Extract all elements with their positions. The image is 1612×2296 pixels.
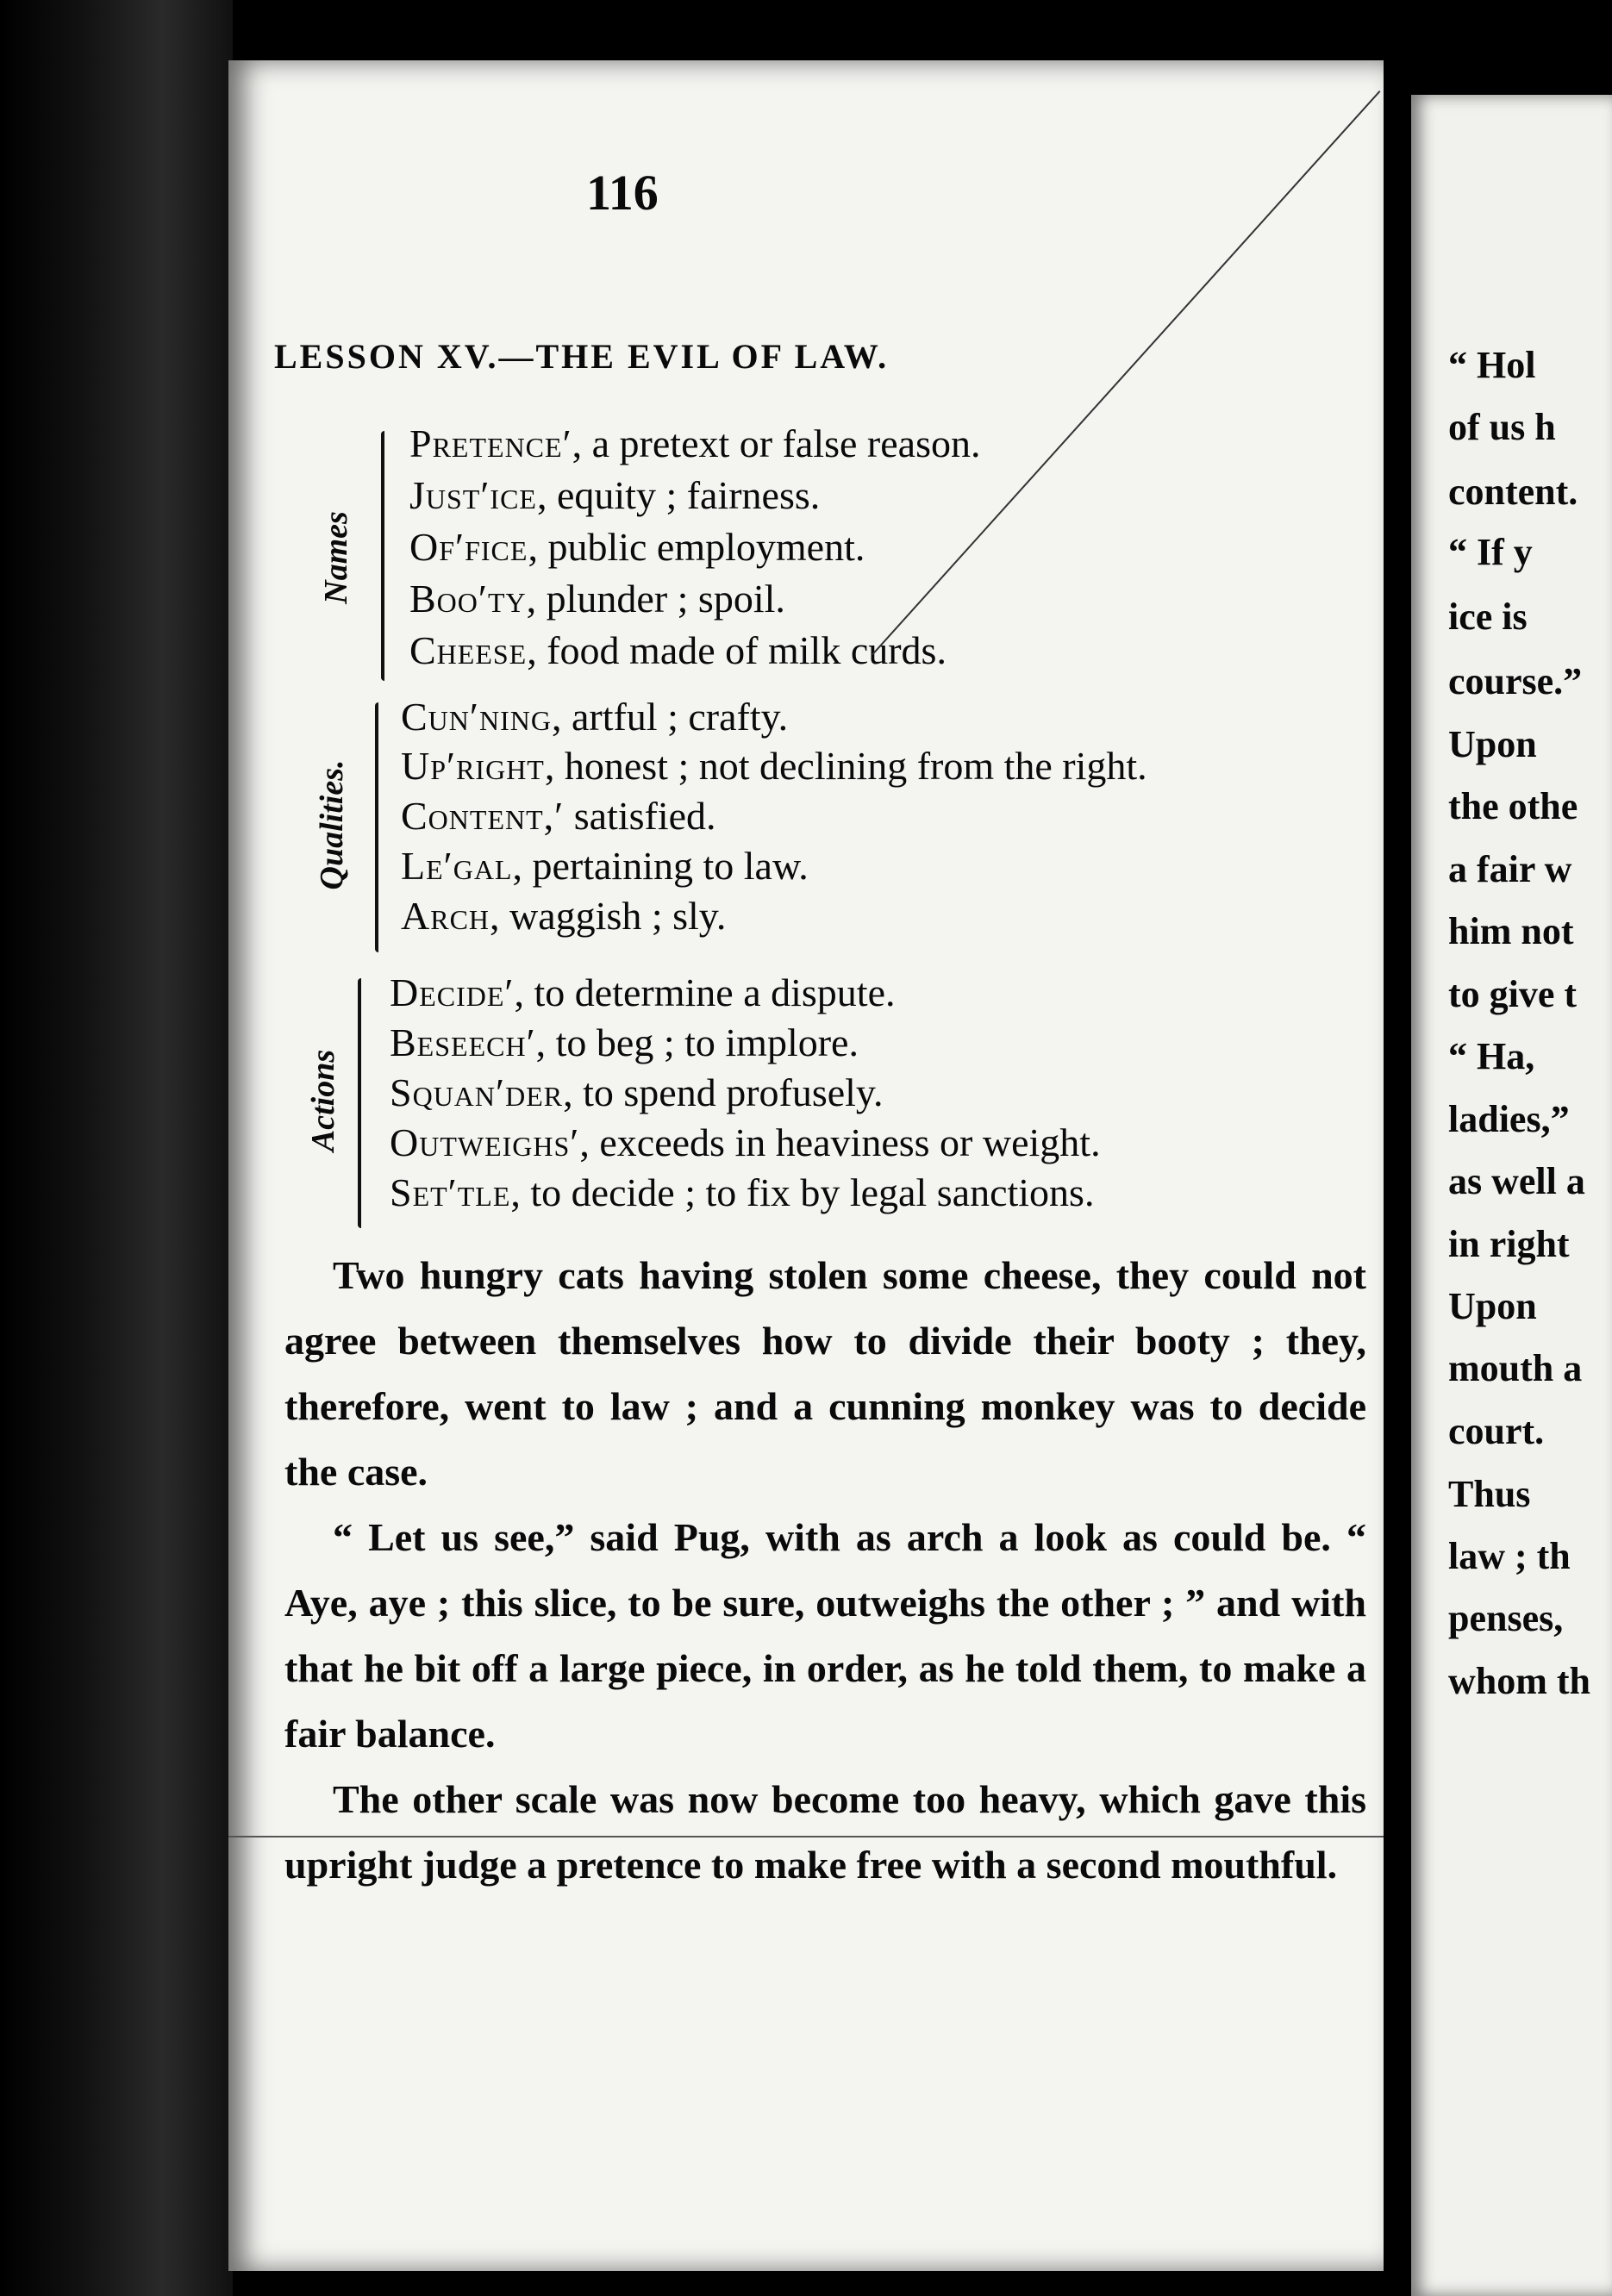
next-page-line: “ If y <box>1448 531 1533 573</box>
group-label-actions: Actions <box>305 1049 341 1152</box>
vocab-entry: Squan′der, to spend profusely. <box>390 1070 884 1114</box>
next-page-line: content. <box>1448 471 1578 513</box>
next-page-line: court. <box>1448 1410 1545 1452</box>
group-label-qualities: Qualities. <box>314 759 350 890</box>
paragraph: The other scale was now become too heavy, which gave this upright judge a pretence to make free with a second mouthful. <box>284 1777 1366 1887</box>
next-page-line: penses, <box>1448 1597 1564 1639</box>
brace-actions <box>358 978 361 1228</box>
vocab-entry: Set′tle, to decide ; to fix by legal sanctions. <box>390 1170 1095 1214</box>
group-label-names: Names <box>318 511 354 604</box>
next-page-line: whom th <box>1448 1660 1591 1702</box>
vocab-entry: Pretence′, a pretext or false reason. <box>409 421 981 465</box>
next-page-line: to give t <box>1448 973 1578 1015</box>
next-page-line: Upon <box>1448 1285 1537 1327</box>
next-page-line: “ Ha, <box>1448 1035 1535 1077</box>
story-text <box>284 1243 1366 1898</box>
vocab-entry: Up′right, honest ; not declining from the right. <box>401 744 1147 788</box>
paragraph: Two hungry cats having stolen some cheese, they could not agree between themselves how to divide their booty ; they, therefore, went to law ; and a cunning monkey was to decide the case. <box>284 1253 1366 1494</box>
brace-qualities <box>375 702 378 952</box>
left-page <box>228 60 1384 2271</box>
page-number: 116 <box>586 165 659 221</box>
vocab-entry: Beseech′, to beg ; to implore. <box>390 1020 859 1064</box>
next-page-line: “ Hol <box>1448 344 1536 386</box>
next-page-line: him not <box>1448 910 1574 952</box>
vocab-entry: Content,′ satisfied. <box>401 794 716 838</box>
vocab-entry: Of′fice, public employment. <box>409 525 865 569</box>
next-page-line: course.” <box>1448 660 1583 702</box>
lesson-title: LESSON XV.—THE EVIL OF LAW. <box>274 337 890 376</box>
paragraph: “ Let us see,” said Pug, with as arch a look as could be. “ Aye, aye ; this slice, to be sure, outweighs the other ; ” and with that he bit off a large piece, in order, as he told them, to make a fair balance. <box>284 1515 1366 1756</box>
next-page-line: a fair w <box>1448 848 1572 890</box>
brace-names <box>381 431 384 681</box>
vocab-entry: Decide′, to determine a dispute. <box>390 970 896 1014</box>
next-page-line: law ; th <box>1448 1535 1571 1577</box>
next-page-line: ice is <box>1448 596 1528 638</box>
next-page-line: the othe <box>1448 785 1578 827</box>
next-page-line: mouth a <box>1448 1347 1583 1389</box>
next-page-line: as well a <box>1448 1160 1585 1202</box>
vocab-entry: Cheese, food made of milk curds. <box>409 628 947 672</box>
next-page-line: Thus <box>1448 1473 1531 1515</box>
next-page-line: Upon <box>1448 723 1537 765</box>
page-divider <box>1384 0 1411 2296</box>
next-page-line: of us h <box>1448 406 1556 448</box>
vocab-entry: Just′ice, equity ; fairness. <box>409 473 821 517</box>
vocab-entry: Arch, waggish ; sly. <box>401 894 727 938</box>
vocab-entry: Boo′ty, plunder ; spoil. <box>409 577 785 621</box>
next-page-line: ladies,” <box>1448 1098 1570 1140</box>
next-page-line: in right <box>1448 1223 1570 1265</box>
vocab-entry: Outweighs′, exceeds in heaviness or weight. <box>390 1120 1101 1164</box>
vocab-entry: Cun′ning, artful ; crafty. <box>401 695 789 739</box>
book-spine <box>0 0 233 2296</box>
vocab-entry: Le′gal, pertaining to law. <box>401 844 809 888</box>
